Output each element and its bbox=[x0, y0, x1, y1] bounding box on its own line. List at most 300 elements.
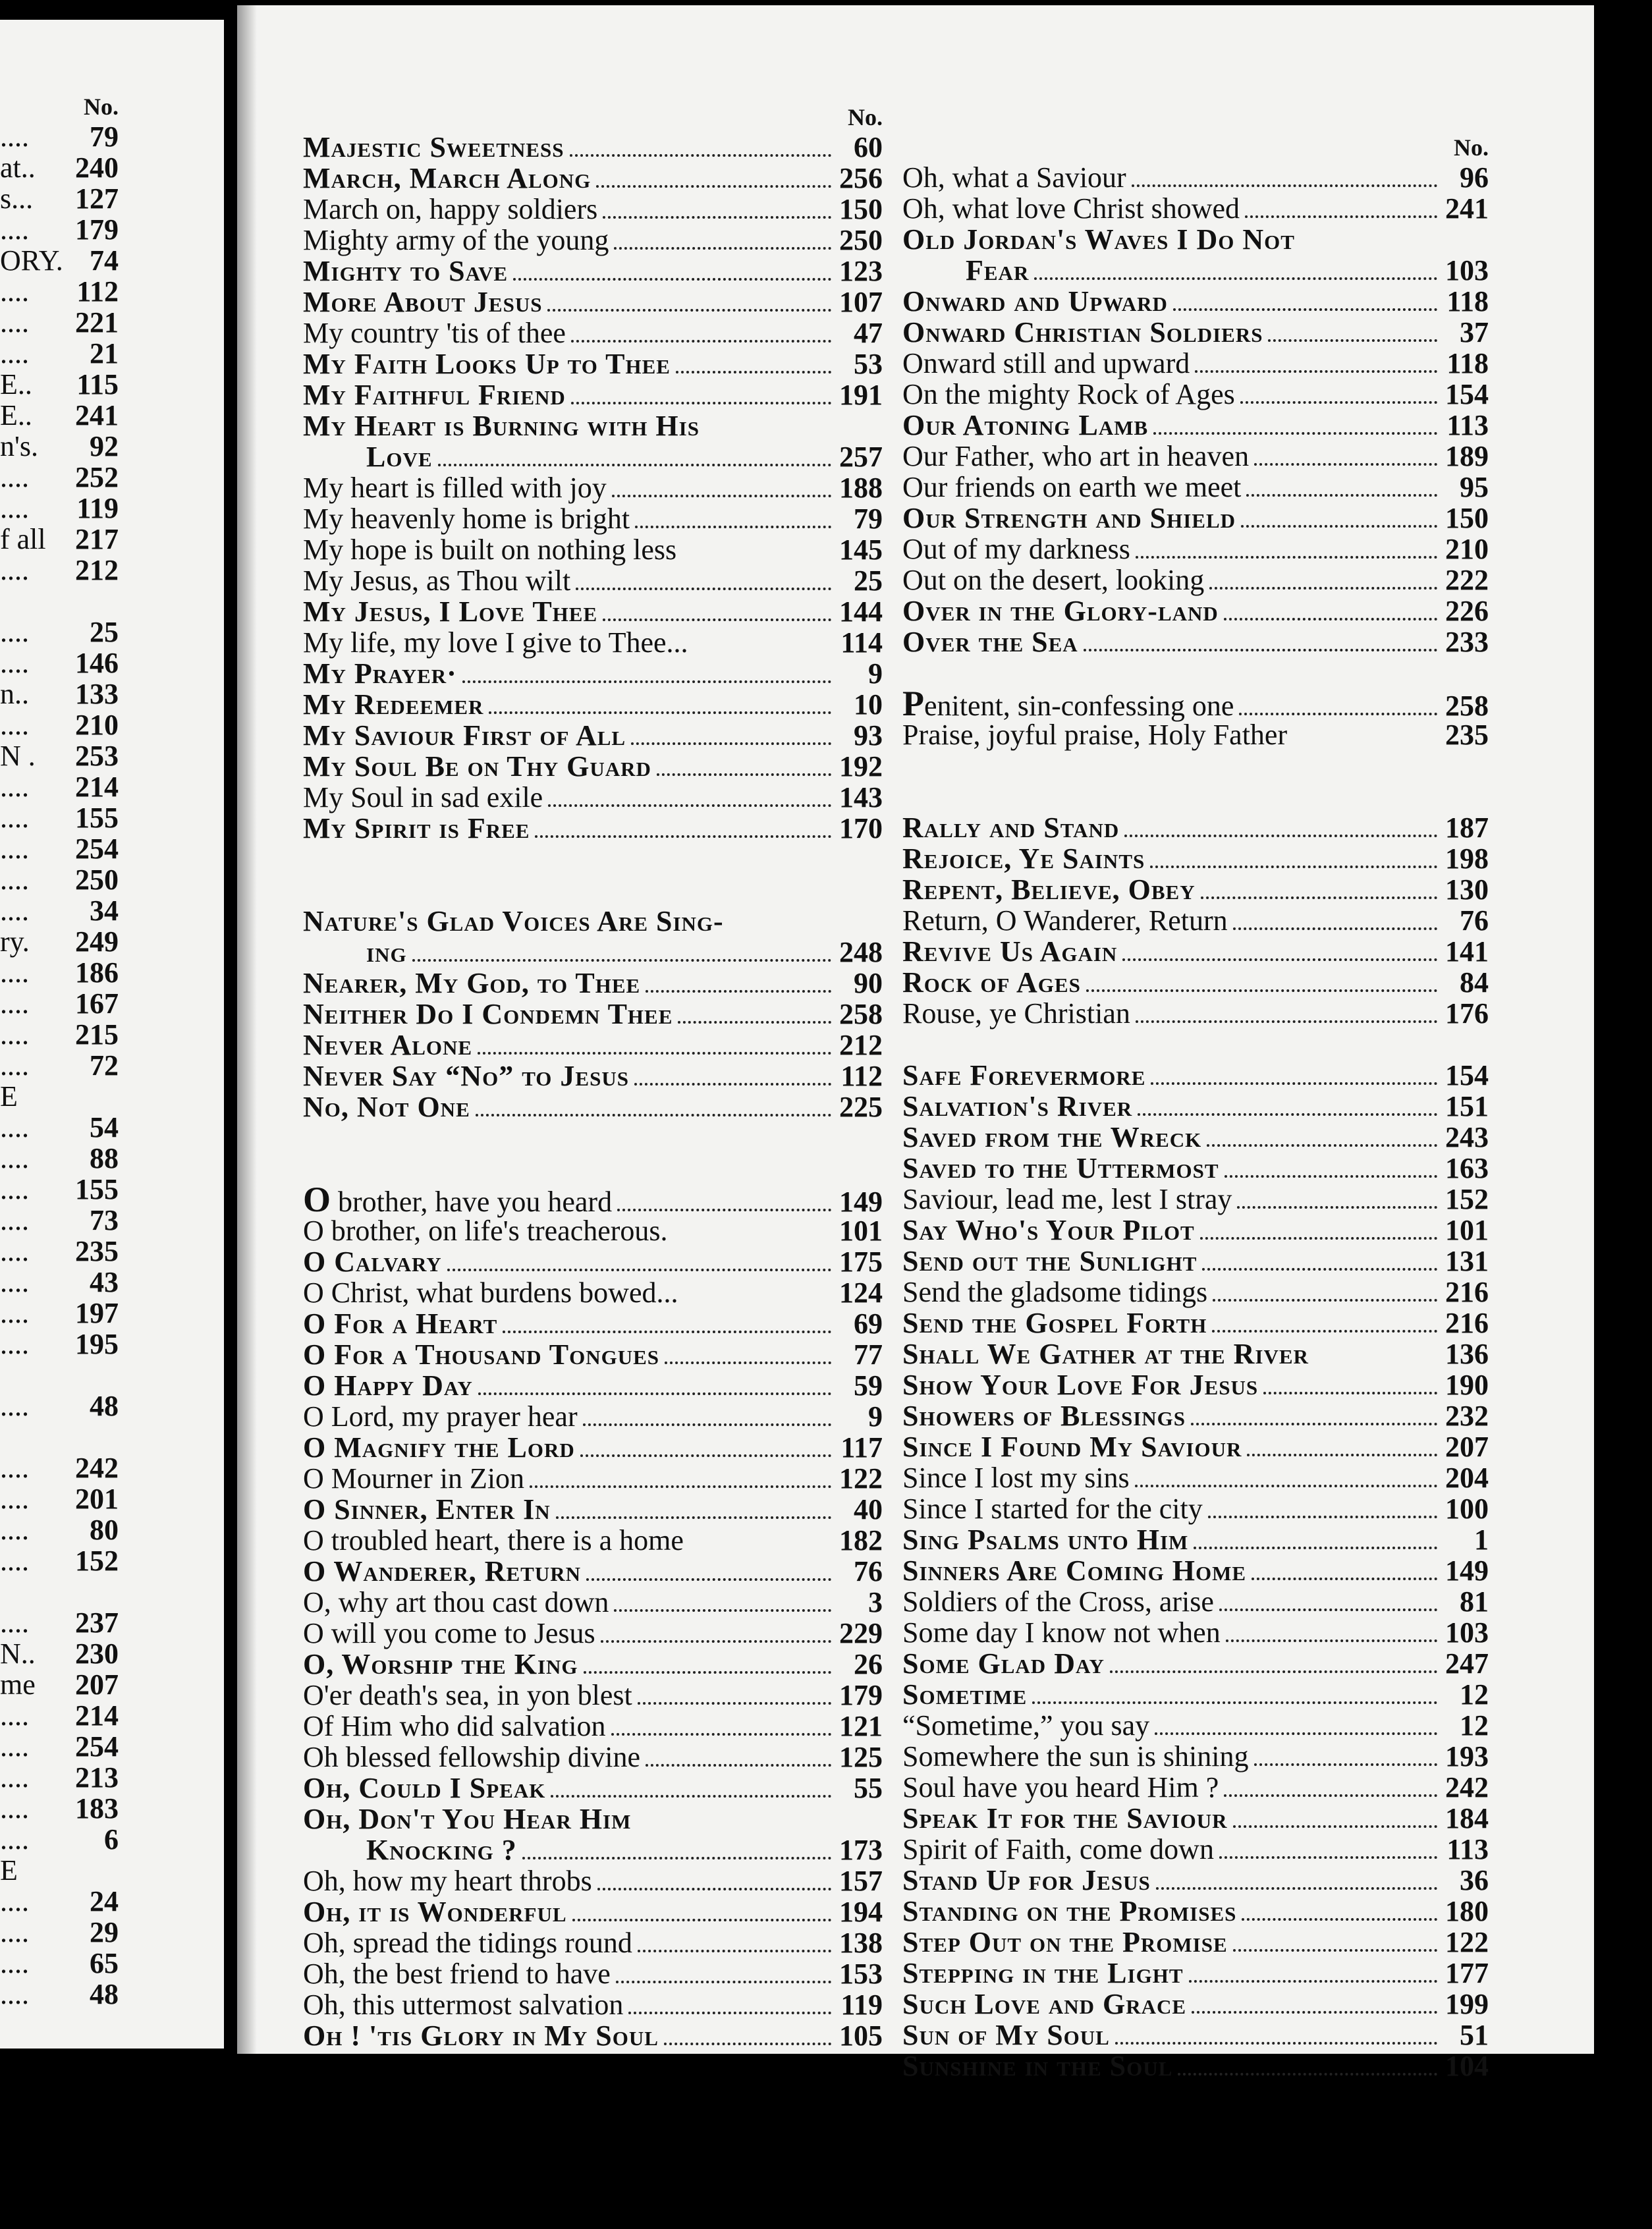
dot-leader bbox=[614, 1589, 831, 1612]
hymn-number: 192 bbox=[839, 750, 883, 783]
index-entry-fragment bbox=[0, 183, 119, 214]
hymn-title: Show Your Love For Jesus bbox=[902, 1369, 1259, 1401]
hymn-number: 51 bbox=[1460, 2019, 1489, 2051]
hymn-number: 90 bbox=[854, 967, 883, 999]
hymn-title: No, Not One bbox=[303, 1091, 470, 1123]
hymn-number: 252 bbox=[75, 461, 119, 493]
dot-leader bbox=[1237, 1186, 1437, 1209]
hymn-number: 10 bbox=[854, 688, 883, 721]
index-entry bbox=[902, 1338, 1489, 1369]
index-entry bbox=[303, 782, 883, 813]
dot-leader bbox=[584, 1651, 831, 1674]
dot-leader bbox=[1208, 1496, 1437, 1518]
dot-leader bbox=[1246, 474, 1437, 497]
index-entry-fragment bbox=[0, 1700, 119, 1731]
hymn-title: Revive Us Again bbox=[902, 935, 1118, 968]
dot-leader bbox=[1209, 567, 1437, 590]
hymn-number: 81 bbox=[1460, 1585, 1489, 1618]
index-entry bbox=[303, 1896, 883, 1927]
title-fragment: .... bbox=[0, 1978, 29, 2010]
index-entry-fragment bbox=[0, 1050, 119, 1081]
dot-leader bbox=[1254, 443, 1437, 466]
hymn-title: “Sometime,” you say bbox=[902, 1709, 1150, 1742]
index-entry-fragment bbox=[0, 152, 119, 183]
hymn-title: Sun of My Soul bbox=[902, 2019, 1110, 2051]
hymn-number: 9 bbox=[868, 657, 883, 690]
title-fragment: .... bbox=[0, 1730, 29, 1763]
index-entry-fragment bbox=[0, 1669, 119, 1700]
hymn-title: Old Jordan's Waves I Do Not bbox=[902, 223, 1295, 256]
hymn-number: 9 bbox=[868, 1400, 883, 1433]
number-column-header: No. bbox=[1454, 134, 1489, 161]
index-entry bbox=[303, 1587, 883, 1618]
hymn-number: 247 bbox=[1445, 1647, 1489, 1680]
title-fragment: .... bbox=[0, 337, 29, 370]
title-fragment: at.. bbox=[0, 151, 36, 184]
dot-leader bbox=[1084, 629, 1437, 651]
hymn-title: My Heart is Burning with His bbox=[303, 410, 700, 442]
number-column-header: No. bbox=[848, 104, 883, 130]
title-fragment: n's. bbox=[0, 430, 39, 462]
hymn-number: 241 bbox=[1445, 192, 1489, 225]
hymn-title: Return, O Wanderer, Return bbox=[902, 904, 1228, 937]
hymn-number: 136 bbox=[1445, 1338, 1489, 1370]
title-fragment: .... bbox=[0, 1390, 29, 1422]
hymn-number: 207 bbox=[75, 1668, 119, 1701]
dot-leader bbox=[628, 1992, 831, 2014]
hymn-number: 119 bbox=[76, 492, 119, 524]
title-fragment: .... bbox=[0, 1235, 29, 1267]
hymn-number: 225 bbox=[839, 1091, 883, 1123]
hymn-number: 190 bbox=[1445, 1369, 1489, 1401]
index-entry bbox=[303, 1927, 883, 1958]
index-entry-fragment bbox=[0, 1514, 119, 1545]
index-entry bbox=[902, 1153, 1489, 1184]
index-entry bbox=[902, 1246, 1489, 1277]
hymn-title: O For a Heart bbox=[303, 1307, 498, 1340]
hymn-number: 216 bbox=[1445, 1276, 1489, 1308]
hymn-number: 1 bbox=[1474, 1524, 1489, 1556]
title-fragment: .... bbox=[0, 894, 29, 927]
title-fragment: N . bbox=[0, 740, 36, 772]
index-entry bbox=[902, 684, 1489, 723]
hymn-number: 92 bbox=[90, 430, 119, 462]
hymn-title: Out on the desert, looking bbox=[902, 564, 1205, 596]
index-entry bbox=[902, 2020, 1489, 2050]
section-gap bbox=[303, 1122, 883, 1184]
index-entry-fragment bbox=[0, 555, 119, 586]
index-entry-fragment bbox=[0, 214, 119, 245]
hymn-number: 118 bbox=[1446, 285, 1489, 317]
index-entry bbox=[902, 812, 1489, 843]
dot-leader bbox=[1124, 815, 1437, 837]
index-entry bbox=[303, 1370, 883, 1401]
index-entry bbox=[303, 596, 883, 627]
title-fragment: n.. bbox=[0, 678, 29, 710]
index-entry bbox=[303, 1277, 883, 1308]
index-entry-fragment bbox=[0, 1360, 119, 1390]
title-fragment: .... bbox=[0, 1607, 29, 1639]
hymn-number: 59 bbox=[854, 1369, 883, 1402]
hymn-number: 155 bbox=[75, 1173, 119, 1205]
index-entry bbox=[902, 719, 1489, 750]
hymn-number: 112 bbox=[840, 1060, 883, 1092]
dot-leader bbox=[614, 227, 831, 250]
hymn-title: Oh, this uttermost salvation bbox=[303, 1989, 624, 2021]
hymn-number: 177 bbox=[1445, 1957, 1489, 1989]
index-entry bbox=[303, 1060, 883, 1091]
hymn-number: 12 bbox=[1460, 1709, 1489, 1742]
hymn-number: 242 bbox=[1445, 1771, 1489, 1803]
dot-leader bbox=[478, 1373, 831, 1395]
index-entry bbox=[902, 1462, 1489, 1493]
hymn-title: Some Glad Day bbox=[902, 1647, 1105, 1680]
index-entry bbox=[303, 1711, 883, 1742]
index-entry-fragment bbox=[0, 400, 119, 431]
index-entry-fragment bbox=[0, 1390, 119, 1421]
index-entry-fragment bbox=[0, 431, 119, 462]
index-entry bbox=[303, 1246, 883, 1277]
index-entry bbox=[303, 1180, 883, 1219]
dot-leader bbox=[489, 692, 831, 714]
index-entry-fragment bbox=[0, 740, 119, 771]
index-entry bbox=[902, 1277, 1489, 1307]
hymn-title: March on, happy soldiers bbox=[303, 193, 598, 225]
hymn-title: Standing on the Promises bbox=[902, 1895, 1237, 1927]
hymn-title: Mighty to Save bbox=[303, 255, 509, 287]
dot-leader bbox=[1032, 1682, 1437, 1704]
dot-leader bbox=[1138, 1093, 1437, 1116]
hymn-number: 235 bbox=[1445, 719, 1489, 751]
index-entry bbox=[902, 224, 1489, 255]
index-entry bbox=[902, 967, 1489, 998]
hymn-number: 21 bbox=[90, 337, 119, 370]
hymn-number: 76 bbox=[854, 1555, 883, 1587]
hymn-number: 243 bbox=[1445, 1121, 1489, 1153]
hymn-number: 144 bbox=[839, 595, 883, 628]
index-entry bbox=[902, 998, 1489, 1029]
index-entry-fragment bbox=[0, 338, 119, 369]
index-entry-fragment bbox=[0, 1205, 119, 1236]
hymn-number: 151 bbox=[1445, 1090, 1489, 1122]
hymn-title: Since I lost my sins bbox=[902, 1462, 1130, 1494]
dot-leader bbox=[1239, 693, 1437, 715]
dot-leader bbox=[1135, 1465, 1437, 1487]
dot-leader bbox=[635, 506, 831, 528]
hymn-number: 254 bbox=[75, 833, 119, 865]
title-fragment: .... bbox=[0, 1142, 29, 1174]
hymn-number: 65 bbox=[90, 1947, 119, 1979]
index-entry bbox=[303, 225, 883, 256]
hymn-number: 36 bbox=[1460, 1864, 1489, 1896]
dot-leader bbox=[556, 1497, 831, 1519]
index-entry bbox=[902, 162, 1489, 193]
hymn-title: Never Say “No” to Jesus bbox=[303, 1060, 629, 1092]
hymn-title: Nearer, My God, to Thee bbox=[303, 967, 641, 999]
hymn-title: O Happy Day bbox=[303, 1369, 473, 1402]
hymn-number: 258 bbox=[839, 998, 883, 1030]
hymn-number: 101 bbox=[1445, 1214, 1489, 1246]
hymn-number: 253 bbox=[75, 740, 119, 772]
hymn-number: 113 bbox=[1446, 409, 1489, 441]
hymn-title: Sunshine in the Soul bbox=[902, 2050, 1173, 2082]
index-entry bbox=[303, 1215, 883, 1246]
number-column-header: No. bbox=[84, 94, 119, 120]
dot-leader bbox=[1150, 846, 1437, 868]
hymn-number: 104 bbox=[1445, 2050, 1489, 2082]
title-fragment: .... bbox=[0, 1823, 29, 1856]
hymn-title: ing bbox=[366, 936, 407, 968]
dot-leader bbox=[676, 351, 831, 373]
hymn-title: Over the Sea bbox=[902, 626, 1078, 658]
index-entry-fragment bbox=[0, 1793, 119, 1824]
hymn-number: 152 bbox=[75, 1545, 119, 1577]
index-entry bbox=[303, 1865, 883, 1896]
title-fragment: s... bbox=[0, 182, 34, 215]
title-fragment: .... bbox=[0, 1452, 29, 1484]
dot-leader bbox=[1233, 1929, 1437, 1952]
title-fragment: .... bbox=[0, 1111, 29, 1143]
hymn-number: 170 bbox=[839, 812, 883, 844]
hymn-title: O Sinner, Enter In bbox=[303, 1493, 551, 1526]
dot-leader bbox=[1034, 258, 1437, 280]
index-entry bbox=[303, 1091, 883, 1122]
hymn-number: 152 bbox=[1445, 1183, 1489, 1215]
dot-leader bbox=[1224, 1775, 1437, 1797]
hymn-title: Such Love and Grace bbox=[902, 1988, 1187, 2020]
hymn-number: 55 bbox=[854, 1772, 883, 1804]
title-fragment: .... bbox=[0, 1916, 29, 1948]
title-fragment: .... bbox=[0, 1297, 29, 1329]
dot-leader bbox=[1155, 1713, 1437, 1735]
dot-leader bbox=[1254, 1744, 1437, 1766]
hymn-title: My heart is filled with joy bbox=[303, 472, 607, 504]
index-entry bbox=[902, 1369, 1489, 1400]
hymn-number: 232 bbox=[1445, 1400, 1489, 1432]
hymn-number: 118 bbox=[1446, 347, 1489, 379]
hymn-title: Our Father, who art in heaven bbox=[902, 440, 1250, 472]
index-entry bbox=[902, 286, 1489, 317]
hymn-title: My Jesus, as Thou wilt bbox=[303, 564, 571, 597]
dot-leader bbox=[689, 1530, 831, 1550]
index-entry-fragment bbox=[0, 617, 119, 647]
hymn-title: My life, my love I give to Thee... bbox=[303, 626, 688, 659]
dot-leader bbox=[412, 939, 831, 962]
hymn-number: 254 bbox=[75, 1730, 119, 1763]
dot-leader bbox=[673, 1221, 831, 1240]
hymn-number: 186 bbox=[75, 956, 119, 989]
hymn-number: 96 bbox=[1460, 161, 1489, 194]
index-entry bbox=[902, 1524, 1489, 1555]
dot-leader bbox=[1156, 1867, 1437, 1890]
hymn-number: 123 bbox=[839, 255, 883, 287]
title-fragment: .... bbox=[0, 833, 29, 865]
index-entry bbox=[902, 1741, 1489, 1772]
hymn-title: O troubled heart, there is a home bbox=[303, 1524, 684, 1556]
index-entry bbox=[902, 1772, 1489, 1803]
dot-leader bbox=[601, 1620, 831, 1643]
index-entry bbox=[303, 813, 883, 844]
index-entry-fragment bbox=[0, 1979, 119, 2010]
hymn-number: 214 bbox=[75, 771, 119, 803]
hymn-number: 69 bbox=[854, 1307, 883, 1340]
hymn-number: 26 bbox=[854, 1648, 883, 1680]
hymn-title: Oh, Don't You Hear Him bbox=[303, 1803, 632, 1835]
hymn-number: 221 bbox=[75, 306, 119, 339]
hymn-number: 48 bbox=[90, 1978, 119, 2010]
index-entry bbox=[303, 410, 883, 441]
dot-leader bbox=[476, 1094, 831, 1116]
hymn-number: 207 bbox=[1445, 1431, 1489, 1463]
index-entry bbox=[902, 410, 1489, 441]
dot-leader bbox=[1132, 165, 1437, 187]
hymn-number: 95 bbox=[1460, 471, 1489, 503]
title-fragment: .... bbox=[0, 956, 29, 989]
dot-leader bbox=[1292, 725, 1437, 744]
index-entry bbox=[303, 1432, 883, 1463]
title-fragment: .... bbox=[0, 802, 29, 834]
index-entry-fragment bbox=[0, 864, 119, 895]
dot-leader bbox=[1207, 1124, 1437, 1147]
hymn-number: 79 bbox=[854, 503, 883, 535]
title-fragment: .... bbox=[0, 1514, 29, 1546]
title-fragment: .... bbox=[0, 1792, 29, 1825]
dot-leader bbox=[616, 1961, 831, 1983]
hymn-title: Over in the Glory-land bbox=[902, 595, 1219, 627]
hymn-title: Fear bbox=[966, 254, 1030, 287]
index-entry bbox=[303, 348, 883, 379]
index-entry bbox=[303, 287, 883, 317]
title-fragment: .... bbox=[0, 1545, 29, 1577]
hymn-number: 149 bbox=[1445, 1555, 1489, 1587]
index-entry-fragment bbox=[0, 1886, 119, 1917]
index-entry-fragment bbox=[0, 895, 119, 926]
index-entry bbox=[303, 379, 883, 410]
hymn-number: 76 bbox=[1460, 904, 1489, 937]
index-entry bbox=[303, 441, 883, 472]
title-fragment: .... bbox=[0, 1173, 29, 1205]
dot-leader bbox=[1213, 1279, 1437, 1302]
index-entry-fragment bbox=[0, 926, 119, 957]
dot-leader bbox=[1122, 939, 1437, 961]
dot-leader bbox=[576, 568, 831, 590]
hymn-title: Speak It for the Saviour bbox=[902, 1802, 1228, 1834]
hymn-title: O'er death's sea, in yon blest bbox=[303, 1679, 632, 1711]
section-gap bbox=[303, 844, 883, 906]
hymn-number: 198 bbox=[1445, 842, 1489, 875]
hymn-number: 193 bbox=[1445, 1740, 1489, 1773]
index-entry-fragment bbox=[0, 833, 119, 864]
hymn-title: My Faithful Friend bbox=[303, 379, 566, 411]
index-entry bbox=[303, 627, 883, 658]
hymn-title: Praise, joyful praise, Holy Father bbox=[902, 719, 1288, 751]
hymn-number: 222 bbox=[1445, 564, 1489, 596]
hymn-title: Mighty army of the young bbox=[303, 224, 609, 256]
hymn-number: 114 bbox=[840, 626, 883, 659]
hymn-title: O, Worship the King bbox=[303, 1648, 578, 1680]
dot-leader bbox=[586, 1558, 831, 1581]
index-entry bbox=[303, 194, 883, 225]
index-entry bbox=[303, 1556, 883, 1587]
hymn-title: On the mighty Rock of Ages bbox=[902, 378, 1235, 410]
hymn-number: 175 bbox=[839, 1246, 883, 1278]
hymn-number: 73 bbox=[90, 1204, 119, 1236]
dot-leader bbox=[447, 1249, 831, 1271]
hymn-number: 187 bbox=[1445, 812, 1489, 844]
hymn-number: 53 bbox=[854, 348, 883, 380]
hymn-number: 195 bbox=[75, 1328, 119, 1360]
index-entry bbox=[303, 2020, 883, 2051]
hymn-number: 141 bbox=[1445, 935, 1489, 968]
hymn-number: 113 bbox=[1446, 1833, 1489, 1865]
hymn-title: Oh, Could I Speak bbox=[303, 1772, 546, 1804]
index-entry-fragment bbox=[0, 1576, 119, 1607]
index-entry bbox=[902, 564, 1489, 595]
hymn-title: Our friends on earth we meet bbox=[902, 471, 1242, 503]
left-page bbox=[0, 20, 224, 2049]
index-entry-fragment bbox=[0, 1607, 119, 1638]
title-fragment: .... bbox=[0, 1885, 29, 1917]
index-entry-fragment bbox=[0, 802, 119, 833]
hymn-number: 84 bbox=[1460, 966, 1489, 999]
hymn-number: 199 bbox=[1445, 1988, 1489, 2020]
hymn-number: 217 bbox=[75, 523, 119, 555]
hymn-title: Sing Psalms unto Him bbox=[902, 1524, 1189, 1556]
dot-leader bbox=[478, 1032, 831, 1055]
hymn-number: 48 bbox=[90, 1390, 119, 1422]
hymn-number: 12 bbox=[1460, 1678, 1489, 1711]
hymn-number: 250 bbox=[75, 864, 119, 896]
title-fragment: .... bbox=[0, 709, 29, 741]
dot-leader bbox=[1219, 1589, 1437, 1611]
hymn-title: Never Alone bbox=[303, 1029, 473, 1061]
hymn-title: My Jesus, I Love Thee bbox=[303, 595, 598, 628]
hymn-number: 122 bbox=[839, 1462, 883, 1495]
hymn-title: My Prayer· bbox=[303, 657, 457, 690]
hymn-number: 130 bbox=[1445, 873, 1489, 906]
dot-leader bbox=[530, 1466, 831, 1488]
hymn-number: 124 bbox=[839, 1277, 883, 1309]
dot-leader bbox=[665, 1342, 831, 1364]
hymn-number: 180 bbox=[1445, 1895, 1489, 1927]
title-fragment: f all bbox=[0, 523, 46, 555]
hymn-number: 105 bbox=[839, 2020, 883, 2052]
index-entry bbox=[902, 1896, 1489, 1927]
index-entry-fragment bbox=[0, 1267, 119, 1298]
index-entry bbox=[303, 1463, 883, 1494]
hymn-title: Neither Do I Condemn Thee bbox=[303, 998, 673, 1030]
hymn-number: 241 bbox=[75, 399, 119, 431]
hymn-title: Saved to the Uttermost bbox=[902, 1152, 1219, 1184]
index-entry bbox=[902, 472, 1489, 503]
hymn-title: Of Him who did salvation bbox=[303, 1710, 606, 1742]
hymn-number: 121 bbox=[839, 1710, 883, 1742]
title-fragment: .... bbox=[0, 771, 29, 803]
hymn-number: 146 bbox=[75, 647, 119, 679]
hymn-number: 93 bbox=[854, 719, 883, 752]
hymn-title: Soul have you heard Him ? bbox=[902, 1771, 1219, 1803]
index-entry bbox=[303, 132, 883, 163]
hymn-number: 237 bbox=[75, 1607, 119, 1639]
index-entry bbox=[902, 1927, 1489, 1958]
index-entry-fragment bbox=[0, 1917, 119, 1948]
hymn-title: Our Atoning Lamb bbox=[902, 409, 1149, 441]
index-entry bbox=[902, 1617, 1489, 1648]
index-entry bbox=[902, 1431, 1489, 1462]
hymn-title: Stand Up for Jesus bbox=[902, 1864, 1151, 1896]
index-entry-fragment bbox=[0, 1236, 119, 1267]
dot-leader bbox=[1247, 1434, 1437, 1456]
